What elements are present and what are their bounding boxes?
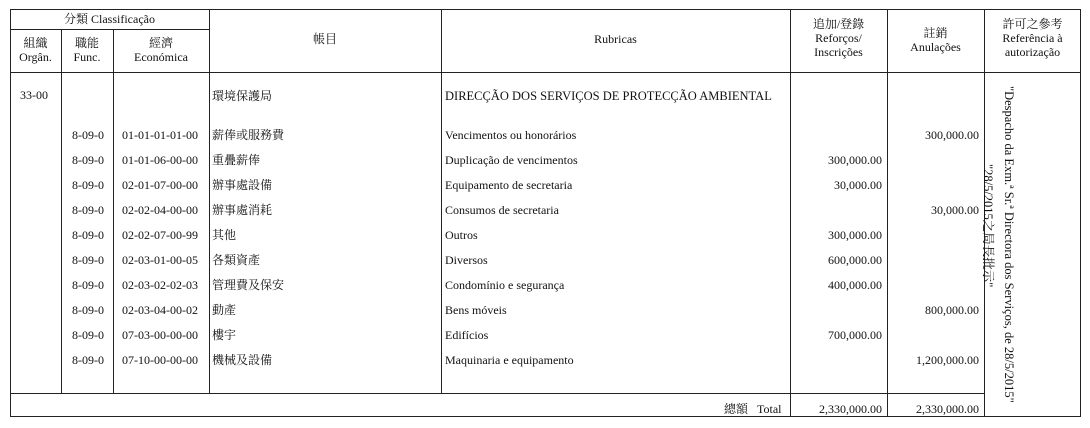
- authorization-reference: [950, 80, 1080, 410]
- rubrica-pt: Bens móveis: [445, 303, 507, 317]
- econ-code: 07-03-00-00-00: [122, 328, 198, 342]
- total-anulacoes: 2,330,000.00: [916, 402, 979, 416]
- rubrica-pt: Duplicação de vencimentos: [445, 153, 578, 167]
- reforcos-header-zh: 追加/登錄: [812, 17, 865, 31]
- reforcos-value: 400,000.00: [828, 278, 882, 292]
- func-code: 8-09-0: [72, 353, 104, 367]
- rubricas-header: Rubricas: [594, 32, 637, 46]
- reforcos-value: 300,000.00: [828, 228, 882, 242]
- econ-code: 07-10-00-00-00: [122, 353, 198, 367]
- organ-header-zh: 組織: [23, 36, 48, 50]
- reforcos-header-pt1: Reforços/: [815, 31, 862, 45]
- econ-code: 02-02-04-00-00: [122, 203, 198, 217]
- total-label-pt: Total: [757, 402, 782, 416]
- table-row: [0, 223, 1090, 247]
- func-header-zh: 職能: [74, 36, 99, 50]
- anulacoes-value: 800,000.00: [925, 303, 979, 317]
- econ-code: 02-03-04-00-02: [122, 303, 198, 317]
- anulacoes-value: 300,000.00: [925, 128, 979, 142]
- organ-header-pt: Orgân.: [19, 50, 52, 64]
- func-code: 8-09-0: [72, 328, 104, 342]
- total-reforcos: 2,330,000.00: [819, 402, 882, 416]
- item-zh: 重疊薪俸: [212, 153, 261, 167]
- rubrica-pt: Consumos de secretaria: [445, 203, 559, 217]
- authorization-line-pt: "Despacho da Exm.ª Sr.ª Directora dos Serviços, de 28/5/2015": [1002, 86, 1016, 403]
- econ-header-zh: 經濟: [148, 36, 173, 50]
- table-row: [0, 348, 1090, 372]
- func-code: 8-09-0: [72, 178, 104, 192]
- table-row: [0, 298, 1090, 322]
- classification-header: 分類 Classificação: [64, 12, 155, 26]
- reforcos-value: 300,000.00: [828, 153, 882, 167]
- rubrica-pt: Vencimentos ou honorários: [445, 128, 577, 142]
- econ-code: 02-03-02-02-03: [122, 278, 198, 292]
- item-zh: 各類資產: [212, 253, 261, 267]
- reforcos-header-pt2: Inscrições: [814, 45, 863, 59]
- econ-code: 01-01-01-01-00: [122, 128, 198, 142]
- table-row: [0, 173, 1090, 197]
- reforcos-value: 30,000.00: [834, 178, 882, 192]
- dept-code: 33-00: [20, 88, 48, 102]
- func-code: 8-09-0: [72, 253, 104, 267]
- econ-code: 02-02-07-00-99: [122, 228, 198, 242]
- rubrica-pt: Condomínio e segurança: [445, 278, 565, 292]
- func-code: 8-09-0: [72, 303, 104, 317]
- rubrica-pt: Edifícios: [445, 328, 489, 342]
- referencia-header-pt2: autorização: [1004, 45, 1061, 59]
- rubrica-pt: Equipamento de secretaria: [445, 178, 573, 192]
- econ-code: 02-01-07-00-00: [122, 178, 198, 192]
- item-zh: 其他: [212, 228, 237, 242]
- table-row: [0, 123, 1090, 147]
- item-zh: 辦事處消耗: [212, 203, 273, 217]
- rubrica-pt: Outros: [445, 228, 478, 242]
- func-header-pt: Func.: [73, 50, 101, 64]
- func-code: 8-09-0: [72, 278, 104, 292]
- item-zh: 辦事處設備: [212, 178, 273, 192]
- table-row: [0, 148, 1090, 172]
- anulacoes-header-pt: Anulações: [910, 40, 961, 54]
- table-row: [0, 248, 1090, 272]
- reforcos-value: 700,000.00: [828, 328, 882, 342]
- anulacoes-value: 1,200,000.00: [916, 353, 979, 367]
- func-code: 8-09-0: [72, 153, 104, 167]
- item-zh: 動產: [212, 303, 237, 317]
- func-code: 8-09-0: [72, 128, 104, 142]
- item-zh: 薪俸或服務費: [212, 128, 285, 142]
- authorization-line-zh: "28/5/2015之局長批示": [981, 164, 995, 288]
- referencia-header-zh: 許可之參考: [1002, 17, 1063, 31]
- func-code: 8-09-0: [72, 228, 104, 242]
- item-zh: 機械及設備: [212, 353, 273, 367]
- item-zh: 管理費及保安: [212, 278, 285, 292]
- dept-name-zh: 環境保護局: [212, 89, 273, 103]
- item-header: 帳目: [312, 32, 337, 46]
- func-code: 8-09-0: [72, 203, 104, 217]
- anulacoes-header-zh: 註銷: [923, 26, 948, 40]
- item-zh: 樓宇: [212, 328, 237, 342]
- table-row: [0, 323, 1090, 347]
- rubrica-pt: Maquinaria e equipamento: [445, 353, 574, 367]
- table-row: [0, 273, 1090, 297]
- anulacoes-value: 30,000.00: [931, 203, 979, 217]
- total-label-zh: 總額: [723, 402, 748, 416]
- econ-code: 01-01-06-00-00: [122, 153, 198, 167]
- econ-code: 02-03-01-00-05: [122, 253, 198, 267]
- referencia-header-pt1: Referência à: [1002, 31, 1063, 45]
- econ-header-pt: Económica: [134, 50, 188, 64]
- reforcos-value: 600,000.00: [828, 253, 882, 267]
- table-row: [0, 198, 1090, 222]
- dept-name-pt: DIRECÇÃO DOS SERVIÇOS DE PROTECÇÃO AMBIENTAL: [445, 89, 772, 103]
- rubrica-pt: Diversos: [445, 253, 488, 267]
